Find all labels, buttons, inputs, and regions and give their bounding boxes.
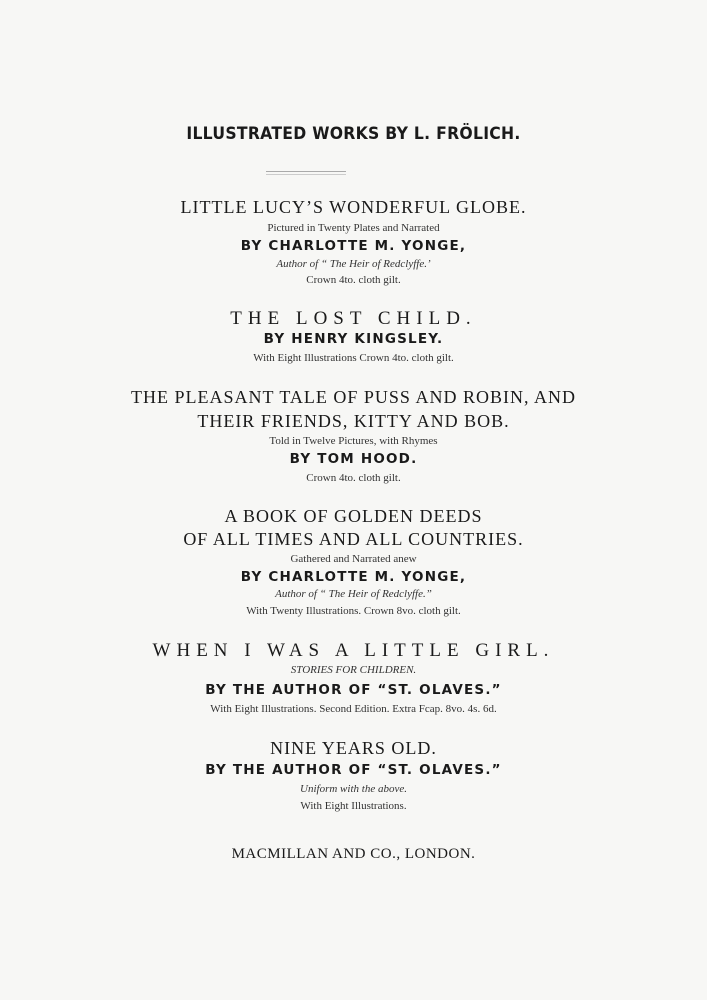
work-title-line-2: OF ALL TIMES AND ALL COUNTRIES. (183, 529, 524, 549)
work-title-line-1: THE PLEASANT TALE OF PUSS AND ROBIN, AND (131, 387, 576, 407)
work-author: BY CHARLOTTE M. YONGE, (240, 569, 467, 585)
work-details: Crown 4to. cloth gilt. (306, 274, 401, 286)
work-title-line-1: A BOOK OF GOLDEN DEEDS (224, 506, 483, 526)
work-title: THE LOST CHILD. (230, 308, 477, 329)
work-title: LITTLE LUCY’S WONDERFUL GLOBE. (180, 197, 527, 217)
work-author: BY TOM HOOD. (289, 451, 418, 467)
work-title-line-2: THEIR FRIENDS, KITTY AND BOB. (197, 411, 510, 431)
work-description: Gathered and Narrated anew (290, 553, 417, 565)
work-description: Told in Twelve Pictures, with Rhymes (269, 435, 438, 447)
work-author: BY THE AUTHOR OF “ST. OLAVES.” (205, 762, 502, 778)
work-note: Author of “ The Heir of Redclyffe.’ (276, 258, 431, 270)
work-author: BY CHARLOTTE M. YONGE, (240, 238, 467, 254)
page-heading: ILLUSTRATED WORKS BY L. FRÖLICH. (186, 124, 521, 144)
work-title: NINE YEARS OLD. (270, 738, 437, 758)
work-details: With Eight Illustrations Crown 4to. cloth gilt. (253, 352, 454, 364)
work-details: With Twenty Illustrations. Crown 8vo. cloth gilt. (246, 605, 461, 617)
work-details: With Eight Illustrations. Second Edition. Extra Fcap. 8vo. 4s. 6d. (210, 703, 497, 715)
divider-rule (266, 171, 346, 175)
work-note: Uniform with the above. (300, 783, 407, 795)
work-details: With Eight Illustrations. (300, 800, 407, 812)
publisher-imprint: MACMILLAN AND CO., LONDON. (231, 846, 476, 862)
work-note: Author of “ The Heir of Redclyffe.” (275, 588, 432, 600)
work-author: BY HENRY KINGSLEY. (263, 331, 444, 347)
work-title: WHEN I WAS A LITTLE GIRL. (152, 640, 555, 661)
work-description: Pictured in Twenty Plates and Narrated (267, 222, 440, 234)
work-subtitle: STORIES FOR CHILDREN. (290, 664, 417, 676)
work-author: BY THE AUTHOR OF “ST. OLAVES.” (205, 682, 502, 698)
work-details: Crown 4to. cloth gilt. (306, 472, 401, 484)
